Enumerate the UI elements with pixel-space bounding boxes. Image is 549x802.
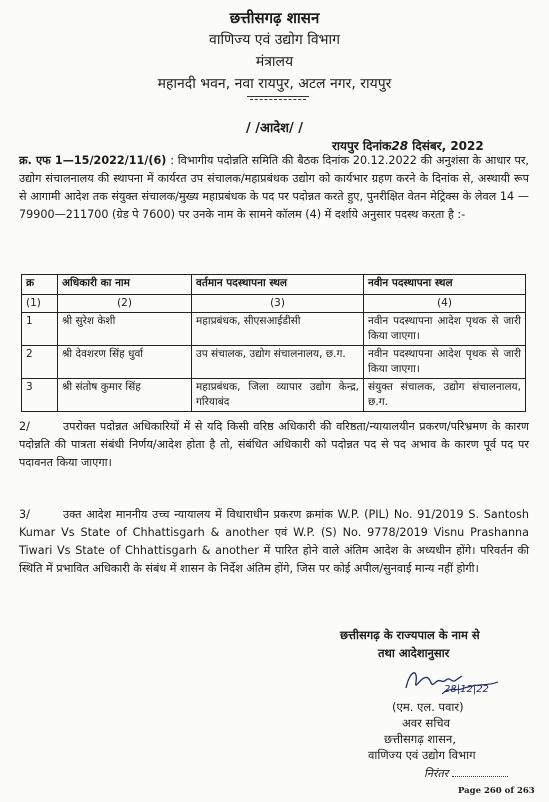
by-order-line: तथा आदेशानुसार — [378, 646, 450, 660]
paragraph-3-number: 3/ — [19, 508, 30, 521]
table-row — [22, 379, 526, 412]
page-number: Page 260 of 263 — [458, 786, 535, 796]
continued-label: निरंतर — [424, 767, 449, 780]
cell-serial: 2 — [22, 346, 58, 379]
header-divider — [247, 96, 309, 97]
cell-current-posting: उप संचालक, उद्योग संचालनालय, छ.ग. — [192, 346, 364, 379]
cell-new-posting: नवीन पदस्थापना आदेश पृथक से जारी किया जाएगा। — [364, 313, 526, 346]
date-day: 28 — [391, 139, 409, 153]
paragraph-1 — [19, 152, 529, 224]
paragraph-2-text: उपरोक्त पदोन्नत अधिकारियों में से यदि किसी वरिष्ठ अधिकारी की वरिष्ठता/न्यायालयीन प्रकरण/परिभ्रमण के कारण पदोन्नति की पात्रता संबंधी निर्णय/आदेश होता है तो, संबंधित अधिकारी को पदोन्नत पद से पद अभाव के कारण पूर्व पद पर पदावनत किया जाएगा। — [19, 420, 529, 469]
header-current-posting: वर्तमान पदस्थापना स्थल — [192, 275, 364, 295]
paragraph-2 — [19, 418, 529, 472]
header-divider-dashed — [250, 99, 306, 100]
col-num: (2) — [58, 295, 192, 313]
department-heading: वाणिज्य एवं उद्योग विभाग — [209, 32, 340, 48]
cell-officer-name: श्री सुरेश केशी — [58, 313, 192, 346]
signatory-designation: अवर सचिव — [402, 716, 450, 730]
date-prefix: रायपुर दिनांक — [332, 139, 392, 153]
paragraph-1-text: : विभागीय पदोन्नति समिति की बैठक दिनांक 20.12.2022 की अनुशंसा के आधार पर, उद्योग संचालनालय की स्थापना में कार्यरत उप संचालक/महाप्रबंधक उद्योग को कार्यभार ग्रहण करने के दिनांक से, अस्थायी रूप से आगामी आदेश तक संयुक्त संचालक/मुख्य महाप्रबंधक के पद पर पदोन्नत करते हुए, पुनरीक्षित वेतन मेट्रिक्स के लेवल 14 — 79900—211700 (ग्रेड पे 7600) पर उनके नाम के सामने कॉलम (4) में दर्शाये अनुसार पदस्थ करता है :- — [19, 154, 529, 221]
reference-number: क्र. एफ 1—15/2022/11/(6) — [19, 154, 167, 167]
col-num: (4) — [364, 295, 526, 313]
col-num: (1) — [22, 295, 58, 313]
cell-officer-name: श्री देवशरण सिंह धुर्वा — [58, 346, 192, 379]
paragraph-2-number: 2/ — [19, 420, 30, 433]
signatory-department: वाणिज्य एवं उद्योग विभाग — [368, 748, 476, 762]
cell-officer-name: श्री संतोष कुमार सिंह — [58, 379, 192, 412]
table-header-row — [22, 275, 526, 295]
cell-new-posting: नवीन पदस्थापना आदेश पृथक से जारी किया जाएगा। — [364, 346, 526, 379]
cell-current-posting: महाप्रबंधक, सीएसआईडीसी — [192, 313, 364, 346]
address-line: महानदी भवन, नवा रायपुर, अटल नगर, रायपुर — [157, 76, 392, 92]
header-new-posting: नवीन पदस्थापना स्थल — [364, 275, 526, 295]
table-row — [22, 346, 526, 379]
governor-order-line: छत्तीसगढ़ के राज्यपाल के नाम से — [340, 628, 480, 642]
cell-serial: 3 — [22, 379, 58, 412]
signatory-name: (एम. एल. पवार) — [392, 700, 464, 714]
header-serial: क्र — [22, 275, 58, 295]
signatory-government: छत्तीसगढ़ शासन, — [384, 732, 456, 746]
svg-text:28|12|22: 28|12|22 — [444, 684, 489, 695]
column-number-row — [22, 295, 526, 313]
government-heading: छत्तीसगढ़ शासन — [229, 9, 320, 27]
cell-current-posting: महाप्रबंधक, जिला व्यापार उद्योग केन्द्र, गरियाबंद — [192, 379, 364, 412]
handwritten-signature — [402, 664, 512, 698]
paragraph-3-text: उक्त आदेश माननीय उच्च न्यायालय में विधाराधीन प्रकरण क्रमांक W.P. (PIL) No. 91/2019 S. Santosh Kumar Vs State of Chhattisgarh & another एवं W.P. (S) No. 9778/2019 Visnu Prashanna Tiwari Vs State of Chhattisgarh & another में पारित होने वाले अंतिम आदेश के अध्यधीन होंगे। परिवर्तन की स्थिति में प्रभावित अधिकारी के संबंध में शासन के निर्देश अंतिम होंगे, जिस पर कोई अपील/सुनवाई मान्य नहीं होगी। — [19, 508, 529, 575]
ministry-heading: मंत्रालय — [255, 54, 294, 70]
cell-serial: 1 — [22, 313, 58, 346]
col-num: (3) — [192, 295, 364, 313]
order-title: / /आदेश/ / — [245, 121, 304, 136]
posting-table — [21, 274, 526, 412]
table-row — [22, 313, 526, 346]
date-rest: दिसंबर, 2022 — [408, 139, 484, 153]
cell-new-posting: संयुक्त संचालक, उद्योग संचालनालय, छ.ग. — [364, 379, 526, 412]
header-officer-name: अधिकारी का नाम — [58, 275, 192, 295]
paragraph-3 — [19, 506, 529, 578]
continued-dotted-line — [452, 776, 508, 777]
continued-marker — [424, 766, 508, 781]
